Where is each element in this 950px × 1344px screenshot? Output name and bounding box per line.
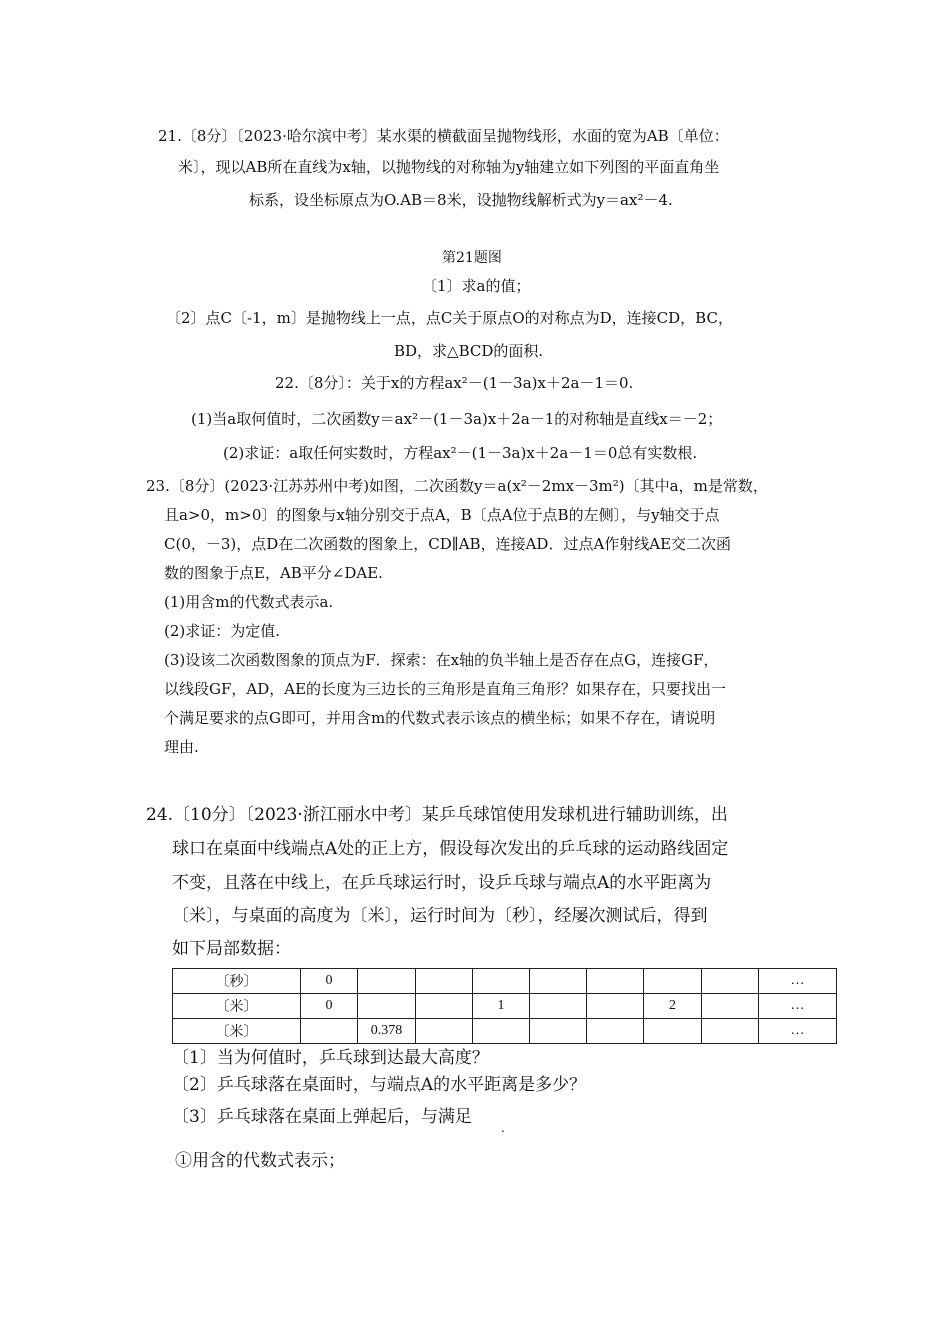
table-cell: 1 xyxy=(473,994,530,1019)
row-head: 〔米〕 xyxy=(173,1019,301,1044)
table-cell xyxy=(702,969,759,994)
table-cell xyxy=(416,969,473,994)
data-table xyxy=(172,968,837,1044)
q24-part3: 〔3〕乒乓球落在桌面上弹起后，与满足 xyxy=(172,1107,472,1127)
data-table-body xyxy=(173,969,837,1044)
q21-line3: 标系，设坐标原点为O.AB＝8米，设抛物线解析式为y＝ax²－4. xyxy=(249,191,673,209)
table-cell: … xyxy=(759,1019,837,1044)
q21-line2: 米〕，现以AB所在直线为x轴，以抛物线的对称轴为y轴建立如下列图的平面直角坐 xyxy=(178,158,720,176)
table-cell: 0 xyxy=(301,994,358,1019)
table-row xyxy=(173,1019,837,1044)
table-cell xyxy=(358,994,416,1019)
q24-line3: 不变，且落在中线上，在乒乓球运行时，设乒乓球与端点A的水平距离为 xyxy=(172,873,712,893)
table-cell xyxy=(644,1019,702,1044)
q24-part3-dot: . xyxy=(501,1121,505,1135)
table-row xyxy=(173,969,837,994)
table-cell xyxy=(301,1019,358,1044)
q22-stem: 22.〔8分〕：关于x的方程ax²－(1－3a)x＋2a－1＝0. xyxy=(275,374,634,392)
table-row xyxy=(173,994,837,1019)
q23-part3-line2: 以线段GF，AD，AE的长度为三边长的三角形是直角三角形？如果存在，只要找出一 xyxy=(164,680,727,698)
table-cell xyxy=(416,994,473,1019)
q24-part1: 〔1〕当为何值时，乒乓球到达最大高度？ xyxy=(172,1048,489,1068)
table-cell xyxy=(587,969,644,994)
q21-part1: 〔1〕求a的值； xyxy=(422,277,531,295)
q21-figure-caption: 第21题图 xyxy=(442,250,502,266)
table-cell xyxy=(530,994,587,1019)
q23-part3-line3: 个满足要求的点G即可，并用含m的代数式表示该点的横坐标；如果不存在，请说明 xyxy=(164,709,716,727)
table-cell xyxy=(473,969,530,994)
row-head: 〔秒〕 xyxy=(173,969,301,994)
q24-part3-sub1: ①用含的代数式表示； xyxy=(175,1151,345,1171)
table-cell xyxy=(702,994,759,1019)
q23-line4: 数的图象于点E，AB平分∠DAE. xyxy=(164,564,383,582)
q22-part1: (1)当a取何值时，二次函数y＝ax²－(1－3a)x＋2a－1的对称轴是直线x＝－2； xyxy=(191,410,723,428)
table-cell xyxy=(644,969,702,994)
q21-part2-line2: BD，求△BCD的面积. xyxy=(394,342,544,360)
q24-line2: 球口在桌面中线端点A处的正上方，假设每次发出的乒乓球的运动路线固定 xyxy=(172,839,729,859)
table-cell: 2 xyxy=(644,994,702,1019)
table-cell: … xyxy=(759,994,837,1019)
table-cell xyxy=(416,1019,473,1044)
table-cell: 0 xyxy=(301,969,358,994)
table-cell xyxy=(358,969,416,994)
q23-line1: 23.〔8分〕(2023·江苏苏州中考)如图，二次函数y＝a(x²－2mx－3m²)〔其中a，m是常数， xyxy=(146,477,768,495)
q23-line2: 且a>0，m>0〕的图象与x轴分别交于点A，B〔点A位于点B的左侧〕，与y轴交于点 xyxy=(164,506,720,524)
row-head: 〔米〕 xyxy=(173,994,301,1019)
table-cell xyxy=(587,994,644,1019)
table-cell: … xyxy=(759,969,837,994)
q24-line1: 24.〔10分〕〔2023·浙江丽水中考〕某乒乓球馆使用发球机进行辅助训练，出 xyxy=(146,805,728,825)
q23-line3: C(0，－3)，点D在二次函数的图象上，CD∥AB，连接AD．过点A作射线AE交二次函 xyxy=(164,535,732,553)
q21-part2-line1: 〔2〕点C〔-1，m〕是抛物线上一点，点C关于原点O的对称点为D，连接CD，BC， xyxy=(166,309,733,327)
q23-part1: (1)用含m的代数式表示a. xyxy=(164,593,334,611)
table-cell xyxy=(530,1019,587,1044)
table-cell xyxy=(530,969,587,994)
table-cell xyxy=(587,1019,644,1044)
q23-part3-line4: 理由. xyxy=(164,738,199,756)
table-cell xyxy=(473,1019,530,1044)
q24-line5: 如下局部数据： xyxy=(172,939,291,959)
q24-line4: 〔米〕，与桌面的高度为〔米〕，运行时间为〔秒〕，经屡次测试后，得到 xyxy=(172,906,708,926)
q23-part2: (2)求证：为定值. xyxy=(164,622,281,640)
q24-part2: 〔2〕乒乓球落在桌面时，与端点A的水平距离是多少？ xyxy=(172,1075,587,1095)
q21-line1: 21.〔8分〕〔2023·哈尔滨中考〕某水渠的横截面呈抛物线形，水面的宽为AB〔单位： xyxy=(158,127,729,145)
q23-part3-line1: (3)设该二次函数图象的顶点为F．探索：在x轴的负半轴上是否存在点G，连接GF， xyxy=(164,651,719,669)
q22-part2: (2)求证：a取任何实数时，方程ax²－(1－3a)x＋2a－1＝0总有实数根. xyxy=(223,444,698,462)
table-cell xyxy=(702,1019,759,1044)
table-cell: 0.378 xyxy=(358,1019,416,1044)
